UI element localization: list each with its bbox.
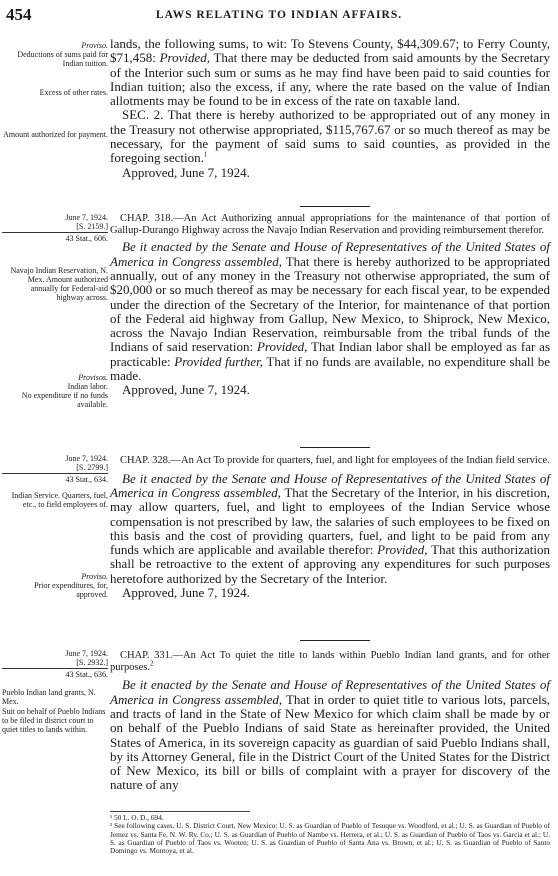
chapter-331 [110, 650, 550, 793]
chapter-318-caption: CHAP. 318.—An Act Authorizing annual appropriations for the maintenance of that portion of Gallup-Durango Highway across the Navajo Indian Reservation and providing reimbursement therefor. [110, 213, 550, 236]
margin-proviso-1: Proviso. [81, 41, 108, 50]
section-continuation [110, 37, 550, 180]
chapter-331-caption: CHAP. 331.—An Act To quiet the title to lands within Pueblo Indian land grants, and for other purposes.$^2$ [110, 650, 550, 673]
chapter-318 [110, 213, 550, 398]
approved-date-328: Approved, June 7, 1924. [122, 585, 250, 601]
margin-pueblo: Pueblo Indian land grants, N. Mex. Suit on behalf of Pueblo Indians to be filed in district court to quiet titles to lands within. [2, 688, 106, 734]
approved-date-1: Approved, June 7, 1924. [122, 164, 250, 180]
margin-amount-authorized: Amount authorized for payment. [3, 130, 108, 139]
running-title: LAWS RELATING TO INDIAN AFFAIRS. [155, 9, 403, 21]
margin-cite-318: June 7, 1924. [S. 2159.] 43 Stat., 606. [2, 213, 108, 243]
footnote-2: ² See following cases, U. S. District Court, New Mexico: U. S. as Guardian of Pueblo of Tesuque vs. Woodford, et al.; U. S. as Guardian of Pueblo of Jemez vs. Santa Fe, N. W. Ry. Co.; U. S. as Guardian of Pueblo of Nambe vs. Herrera, et al.; U. S. as Guardian of Pueblo of Taos vs. Garcia et al.; U. S. as Guardian of Pueblo of Taos vs. Wooten; U. S. as Guardian of Pueblo of Santa Ana vs. Brown, et al.; U. S. as Guardian of Pueblo of Santo Domingo vs. Montoya, et al. [110, 821, 550, 856]
footnote-1: ¹ 50 L. O. D., 694. [110, 813, 164, 822]
margin-deductions: Deductions of sums paid for Indian tuition. [17, 50, 108, 68]
margin-proviso-3: Proviso. Prior expenditures, for, approved. [34, 572, 108, 599]
chapter-328-text: Be it enacted by the Senate and House of Representatives of the United States of America in Congress assembled, That the Secretary of the Interior, in his discretion, may allow quarters, fuel, and light to employees of the Indian Service whose compensation is not prescribed by law, the salaries of such employees to be fixed on this basis and the cost of providing quarters, fuel, and light to be paid from any funds which are applicable and available therefor: Provided, That this authorization shall be retroactive to the extent of approving any expenditures for such purposes heretofore authorized by the Secretary of the Interior. [110, 470, 550, 586]
margin-navajo: Navajo Indian Reservation, N. Mex. Amount authorized annually for Federal-aid highway across. [10, 266, 108, 302]
margin-cite-328: June 7, 1924. [S. 2799.] 43 Stat., 634. [2, 454, 108, 484]
approved-date-318: Approved, June 7, 1924. [122, 382, 250, 398]
chapter-328 [110, 455, 550, 600]
footnote-rule [110, 811, 250, 812]
footnotes [110, 814, 550, 855]
divider [300, 447, 370, 448]
section-2-text: SEC. 2. That there is hereby authorized to be appropriated out of any money in the Treasury not otherwise appropriated, $115,767.67 or so much thereof as may be necessary, for the payment of said sums to said counties, as provided in the foregoing section.$^1$ [110, 107, 550, 166]
margin-excess: Excess of other rates. [39, 88, 108, 97]
margin-indian-service: Indian Service. Quarters, fuel, etc., to field employees of. [11, 491, 108, 509]
chapter-318-text: Be it enacted by the Senate and House of Representatives of the United States of America in Congress assembled, That there is hereby authorized to be appropriated annually, out of any money in the Treasury not otherwise appropriated, the sum of $20,000 or so much thereof as may be necessary for each fiscal year, to be expended under the direction of the Secretary of the Interior, for maintenance of that portion of the Federal aid highway from Gallup, New Mexico, to Shiprock, New Mexico, across the Navajo Indian Reservation, reimbursable from the tribal funds of the Indians of said reservation: Provided, That Indian labor shall be employed as far as practicable: Provided further, That if no funds are available, no expenditure shall be made. [110, 239, 551, 384]
margin-proviso-2: Provisos. Indian labor. No expenditure if no funds available. [21, 373, 108, 409]
divider [300, 640, 370, 641]
divider [300, 206, 370, 207]
chapter-328-caption: CHAP. 328.—An Act To provide for quarters, fuel, and light for employees of the Indian field service. [120, 455, 550, 466]
page-header [6, 5, 552, 27]
section-1-text: lands, the following sums, to wit: To Stevens County, $44,309.67; to Ferry County, $71,458: Provided, That there may be deducted from said amounts by the Secretary of the Interior such sum or sums as he may find have been paid to said counties for Indian tuition; also the excess, if any, where the rate based on the value of Indian allotments may be found to be in excess of the rate on taxable land. [110, 36, 551, 109]
page-number: 454 [6, 5, 32, 24]
chapter-331-text: Be it enacted by the Senate and House of Representatives of the United States of America in Congress assembled, That in order to quiet title to various lots, parcels, and tracts of land in the State of New Mexico for which claim shall be made by or on behalf of the Pueblo Indians of said State as hereinafter provided, the United States of America, in its sovereign capacity as guardian of said Pueblo Indians shall, by its Attorney General, file in the District Court of the United States for the District of New Mexico, its bill or bills of complaint with a prayer for discovery of the nature of any [110, 677, 551, 793]
margin-cite-331: June 7, 1924. [S. 2932.] 43 Stat., 636. [2, 649, 108, 679]
